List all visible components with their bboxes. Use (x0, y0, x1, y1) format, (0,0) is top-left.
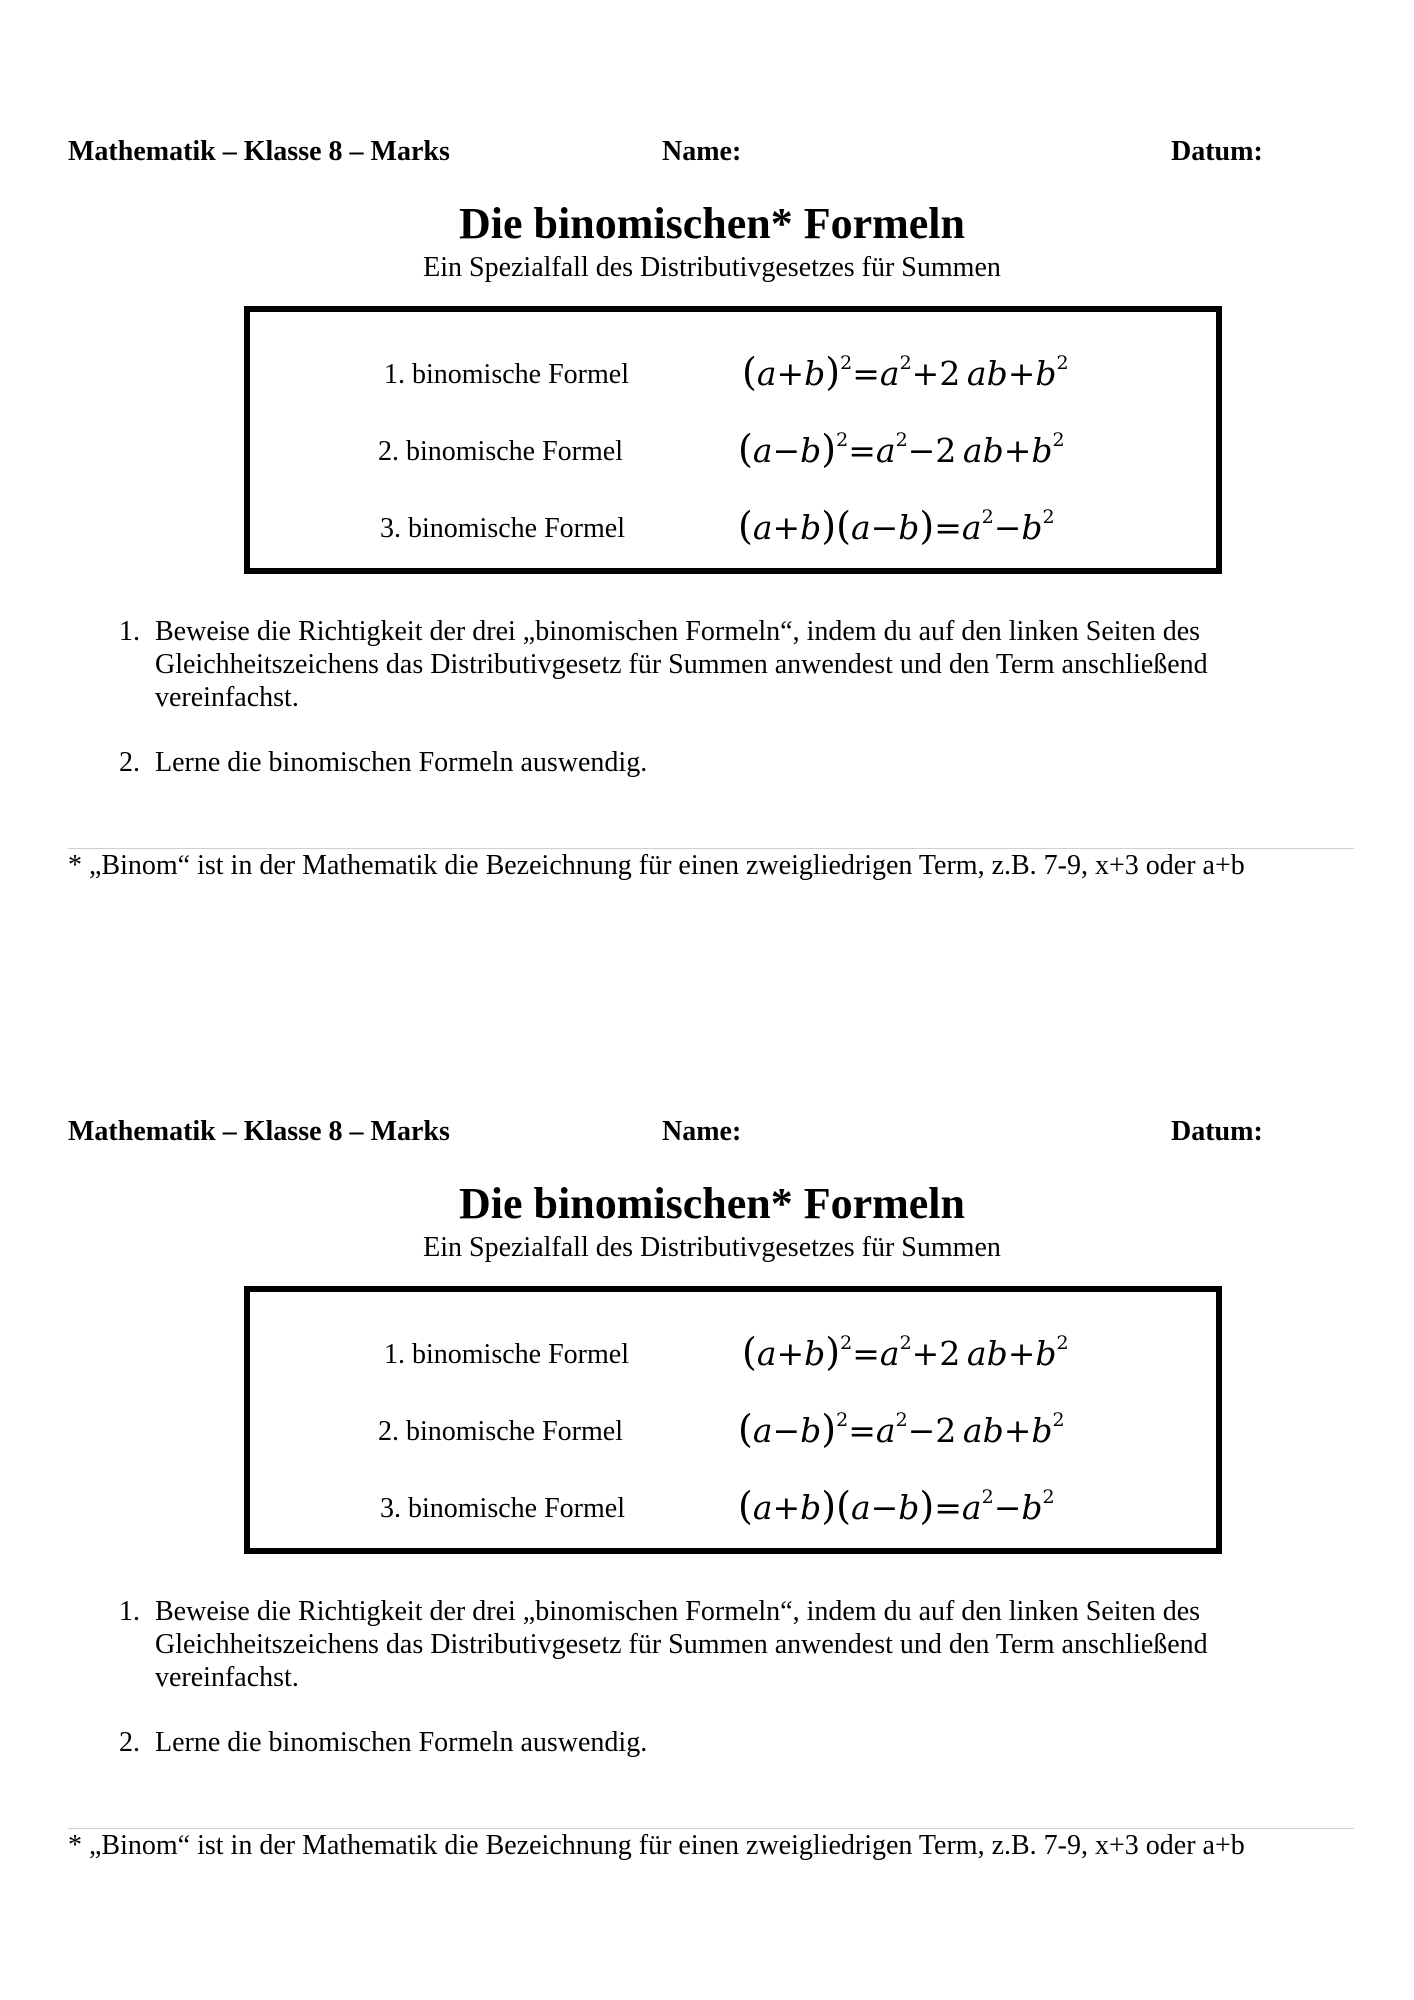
page-title: Die binomischen* Formeln (459, 199, 965, 248)
page-title: Die binomischen* Formeln (459, 1179, 965, 1228)
formula-label: 3. binomische Formel (380, 1493, 625, 1524)
worksheet-1 (0, 0, 1414, 980)
date-label: Datum: (1171, 1116, 1263, 1147)
formula-expression: $(a+b)(a-b)=a^2-b^2$ (738, 1484, 1055, 1528)
name-label: Name: (662, 1116, 742, 1147)
task-number: 1. (119, 1596, 140, 1627)
formula-expression: $(a-b)^2=a^2-2$ $ab+b^2$ (738, 427, 1065, 471)
footnote: * „Binom“ ist in der Mathematik die Bezeichnung für einen zweigliedrigen Term, z.B. 7-9, x+3 oder a+b (68, 1830, 1245, 1861)
task-text: Beweise die Richtigkeit der drei „binomischen Formeln“, indem du auf den linken Seiten des Gleichheitszeichens das Distributivgesetz für Summen anwendest und den Term anschließend vereinfachst. (155, 616, 1208, 713)
task-text: Lerne die binomischen Formeln auswendig. (155, 1727, 648, 1758)
formula-expression: $(a+b)(a-b)=a^2-b^2$ (738, 504, 1055, 548)
page-subtitle: Ein Spezialfall des Distributivgesetzes für Summen (423, 252, 1001, 283)
page-subtitle: Ein Spezialfall des Distributivgesetzes für Summen (423, 1232, 1001, 1263)
name-label: Name: (662, 136, 742, 167)
course-header: Mathematik – Klasse 8 – Marks (68, 136, 450, 167)
formula-expression: $(a-b)^2=a^2-2$ $ab+b^2$ (738, 1407, 1065, 1451)
formula-expression: $(a+b)^2=a^2+2$ $ab+b^2$ (742, 350, 1069, 394)
footnote: * „Binom“ ist in der Mathematik die Bezeichnung für einen zweigliedrigen Term, z.B. 7-9, x+3 oder a+b (68, 850, 1245, 881)
formula-expression: $(a+b)^2=a^2+2$ $ab+b^2$ (742, 1330, 1069, 1374)
task-number: 2. (119, 747, 140, 778)
task-text: Beweise die Richtigkeit der drei „binomischen Formeln“, indem du auf den linken Seiten des Gleichheitszeichens das Distributivgesetz für Summen anwendest und den Term anschließend vereinfachst. (155, 1596, 1208, 1693)
formula-label: 2. binomische Formel (378, 1416, 623, 1447)
worksheet-2 (0, 980, 1414, 1960)
task-number: 2. (119, 1727, 140, 1758)
date-label: Datum: (1171, 136, 1263, 167)
footnote-divider (68, 848, 1354, 849)
task-text: Lerne die binomischen Formeln auswendig. (155, 747, 648, 778)
formula-label: 1. binomische Formel (384, 1339, 629, 1370)
task-number: 1. (119, 616, 140, 647)
footnote-divider (68, 1828, 1354, 1829)
formula-label: 3. binomische Formel (380, 513, 625, 544)
course-header: Mathematik – Klasse 8 – Marks (68, 1116, 450, 1147)
formula-label: 1. binomische Formel (384, 359, 629, 390)
formula-label: 2. binomische Formel (378, 436, 623, 467)
